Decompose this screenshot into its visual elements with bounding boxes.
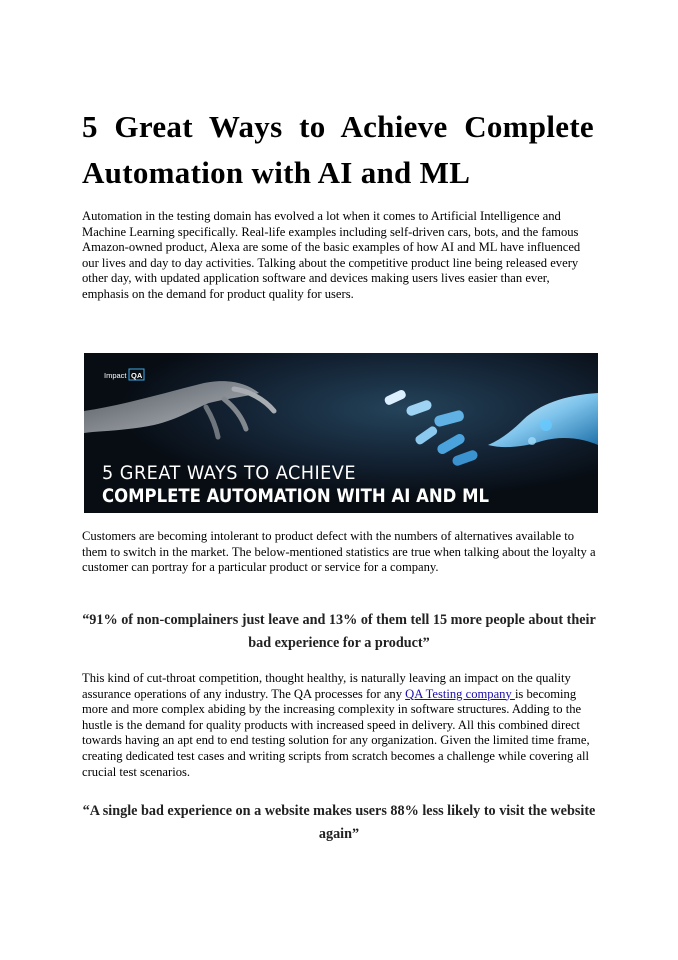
impactqa-logo: [104, 369, 144, 380]
hero-banner: [84, 353, 598, 513]
competition-text-start: This kind of cut-throat competition, thought healthy, is naturally leaving an impact on the quality assurance operations of any industry. The QA processes for any: [82, 671, 571, 701]
statistic-quote-2: “A single bad experience on a website makes users 88% less likely to visit the website again”: [82, 803, 596, 842]
competition-paragraph: [82, 671, 596, 780]
customer-paragraph: Customers are becoming intolerant to product defect with the numbers of alternatives available to them to switch in the market. The below-mentioned statistics are true when talking about the loyalty a customer can portray for a particular product or service for a company.: [82, 529, 596, 575]
banner-line2: COMPLETE AUTOMATION WITH AI AND ML: [102, 485, 489, 507]
banner-line1: 5 GREAT WAYS TO ACHIEVE: [102, 462, 356, 484]
banner-graphic: [84, 353, 598, 513]
logo-left-text: Impact: [104, 371, 127, 380]
intro-paragraph: Automation in the testing domain has evolved a lot when it comes to Artificial Intelligence and Machine Learning specifically. Real-life examples including self-driven cars, bots, and the famous Amazon-owned product, Alexa are some of the basic examples of how AI and ML have influenced our lives and day to day activities. Talking about the competitive product line being released every other day, with updated application software and devices making users lives easier than ever, emphasis on the demand for product quality for users.: [82, 209, 581, 301]
page-title: 5 Great Ways to Achieve Complete Automation with AI and ML: [82, 109, 594, 190]
competition-text-end: is becoming more and more complex abiding by the increasing complexity in software structures. Adding to the hustle is the demand for quality products with increased speed in delivery. All this combined direct towards having an apt end to end testing solution for any organization. Given the limited time frame, creating dedicated test cases and writing scripts from scratch becomes a challenge while covering all crucial test scenarios.: [82, 686, 590, 779]
logo-box-text: QA: [131, 371, 143, 380]
statistic-quote-1: “91% of non-complainers just leave and 13% of them tell 15 more people about their bad experience for a product”: [82, 612, 596, 651]
qa-testing-company-link[interactable]: QA Testing company: [405, 686, 515, 701]
